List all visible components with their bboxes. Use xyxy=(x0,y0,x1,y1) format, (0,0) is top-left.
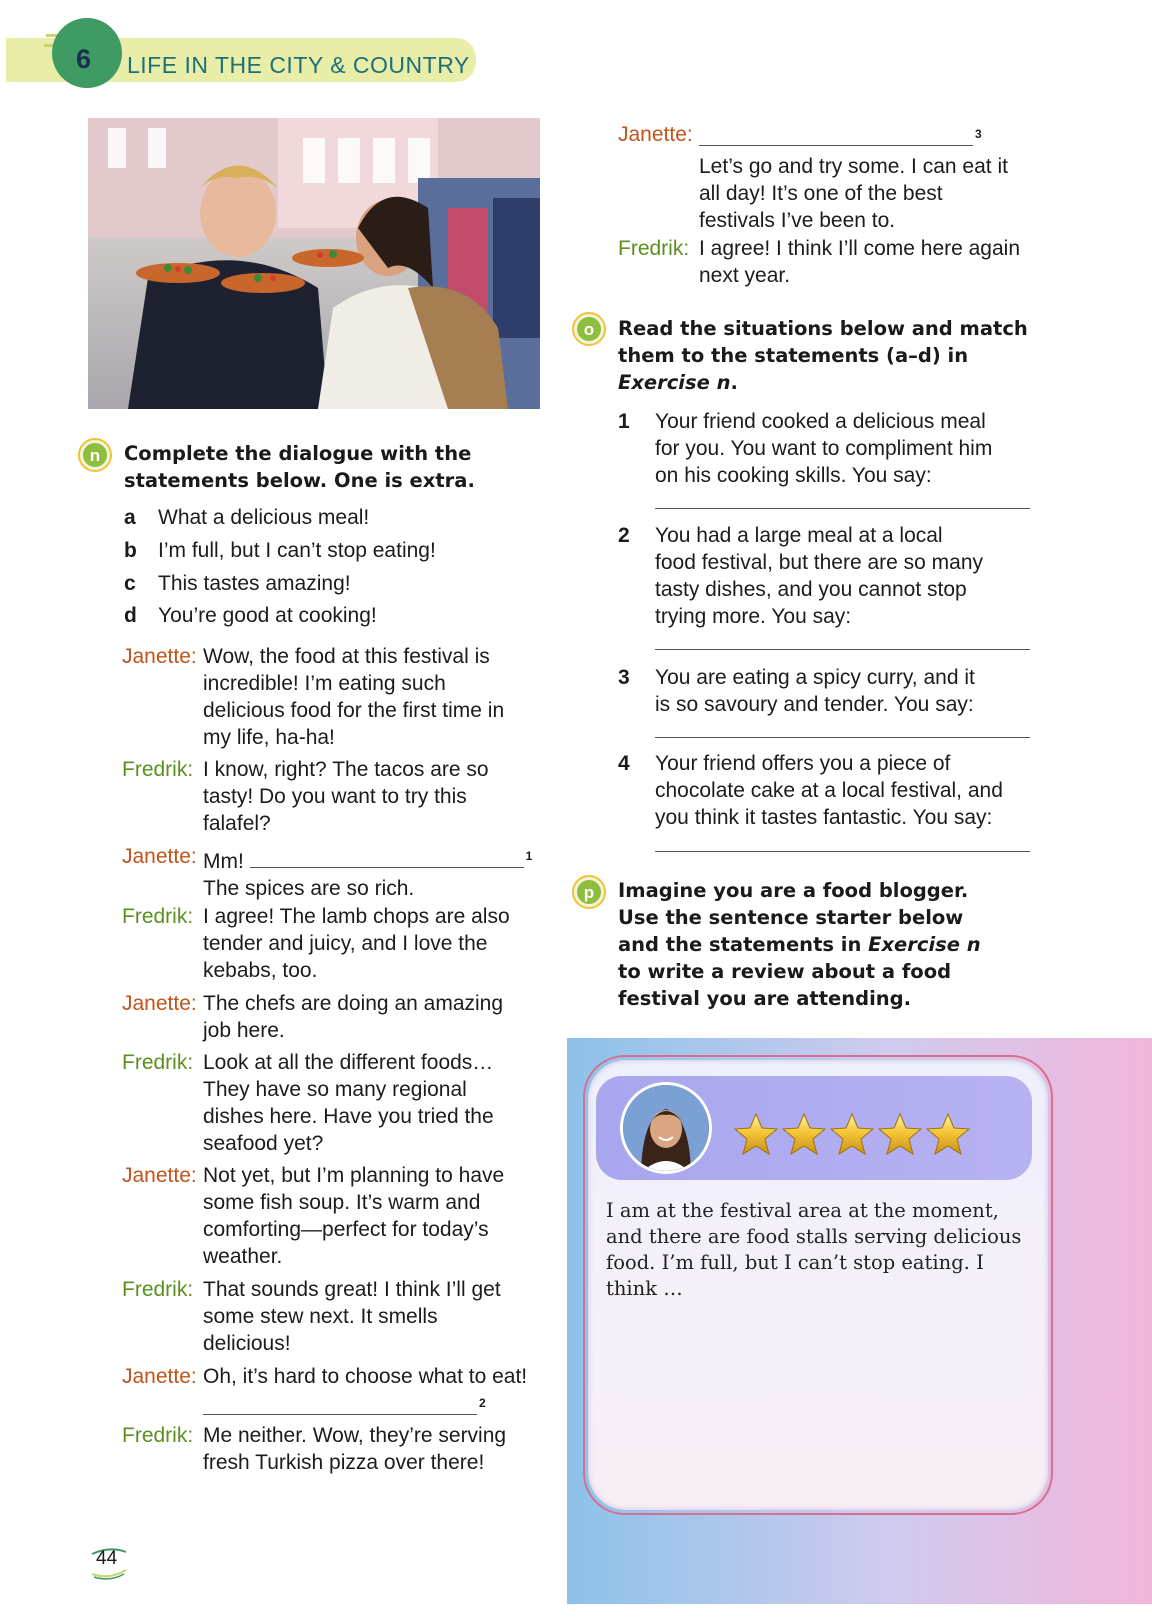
dialogue-line: Fredrik: That sounds great! I think I’ll get some stew next. It smells delicious! xyxy=(122,1278,501,1355)
gap-2-line: Oh, it’s hard to choose what to eat! $^2$ xyxy=(203,1363,533,1422)
dialogue-line: Fredrik: Me neither. Wow, they’re serving fresh Turkish pizza over there! xyxy=(122,1424,507,1474)
answer-line-4[interactable] xyxy=(655,851,1030,852)
option-a: a What a delicious meal! xyxy=(124,506,370,529)
exercise-p-instruction: Imagine you are a food blogger. Use the sentence starter below and the statements in Exercise n to write a review about a food festival you are attending. xyxy=(618,879,981,1010)
unit-number: 6 xyxy=(76,44,92,74)
situation-item: 2 You had a large meal at a local food festival, but there are so many tasty dishes, and you cannot stop trying more. You say: xyxy=(618,524,984,628)
dialogue-line: Janette: Not yet, but I’m planning to have some fish soup. It’s warm and comforting—perfect for today’s weather. xyxy=(122,1164,505,1268)
answer-line-3[interactable] xyxy=(655,737,1030,738)
dialogue-line: Fredrik: I know, right? The tacos are so tasty! Do you want to try this falafel? xyxy=(122,758,489,835)
answer-gap-1[interactable] xyxy=(250,853,524,868)
exercise-o-instruction: Read the situations below and match them to the statements (a–d) in Exercise n. xyxy=(618,317,1028,394)
dialogue-line: Janette: Oh, it’s hard to choose what to eat! $^2$ xyxy=(122,1363,542,1422)
dialogue-line: Fredrik: I agree! I think I’ll come here again next year. xyxy=(618,237,1021,287)
dialogue-line: Janette: $^3$ Let’s go and try some. I can eat it all day! It’s one of the best festivals I’ve been to. xyxy=(618,123,1008,232)
star-icon xyxy=(735,1114,777,1154)
dialogue-line: Fredrik: Look at all the different foods… They have so many regional dishes here. Have you tried the seafood yet? xyxy=(122,1051,494,1155)
dialogue-line: Janette: Wow, the food at this festival is incredible! I’m eating such delicious food for the first time in my life, ha-ha! xyxy=(122,645,505,749)
rating-stars xyxy=(734,1112,974,1160)
dialogue-line: Fredrik: I agree! The lamb chops are also tender and juicy, and I love the kebabs, too. xyxy=(122,905,510,982)
situation-item: 3 You are eating a spicy curry, and it is so savoury and tender. You say: xyxy=(618,666,975,716)
review-starter-text: I am at the festival area at the moment, and there are food stalls serving delicious food. I’m full, but I can’t stop eating. I think … xyxy=(606,1199,1022,1300)
answer-gap-2[interactable] xyxy=(203,1400,477,1415)
situation-item: 4 Your friend offers you a piece of chocolate cake at a local festival, and you think it tastes fantastic. You say: xyxy=(618,752,1003,829)
page-number: 44 xyxy=(96,1548,118,1569)
star-icon xyxy=(831,1114,873,1154)
option-c: c This tastes amazing! xyxy=(124,572,351,595)
exercise-n-badge: n xyxy=(78,438,112,472)
option-d: d You’re good at cooking! xyxy=(124,604,377,627)
exercise-n-instruction: Complete the dialogue with the statements below. One is extra. xyxy=(124,442,475,492)
answer-line-2[interactable] xyxy=(655,649,1030,650)
answer-line-1[interactable] xyxy=(655,508,1030,509)
situation-item: 1 Your friend cooked a delicious meal for you. You want to compliment him on his cooking skills. You say: xyxy=(618,410,993,487)
festival-photo xyxy=(88,118,540,409)
dialogue-line: Janette: Mm! $^1$ The spices are so rich. xyxy=(122,845,533,900)
answer-gap-3[interactable] xyxy=(699,131,973,146)
option-b: b I’m full, but I can’t stop eating! xyxy=(124,539,436,562)
blogger-avatar xyxy=(620,1082,712,1174)
exercise-o-badge: o xyxy=(572,312,606,346)
dialogue-line: Janette: The chefs are doing an amazing job here. xyxy=(122,992,504,1042)
star-icon xyxy=(927,1114,969,1154)
exercise-p-badge: p xyxy=(572,875,606,909)
unit-title: LIFE IN THE CITY & COUNTRY xyxy=(127,52,470,78)
star-icon xyxy=(879,1114,921,1154)
star-icon xyxy=(783,1114,825,1154)
